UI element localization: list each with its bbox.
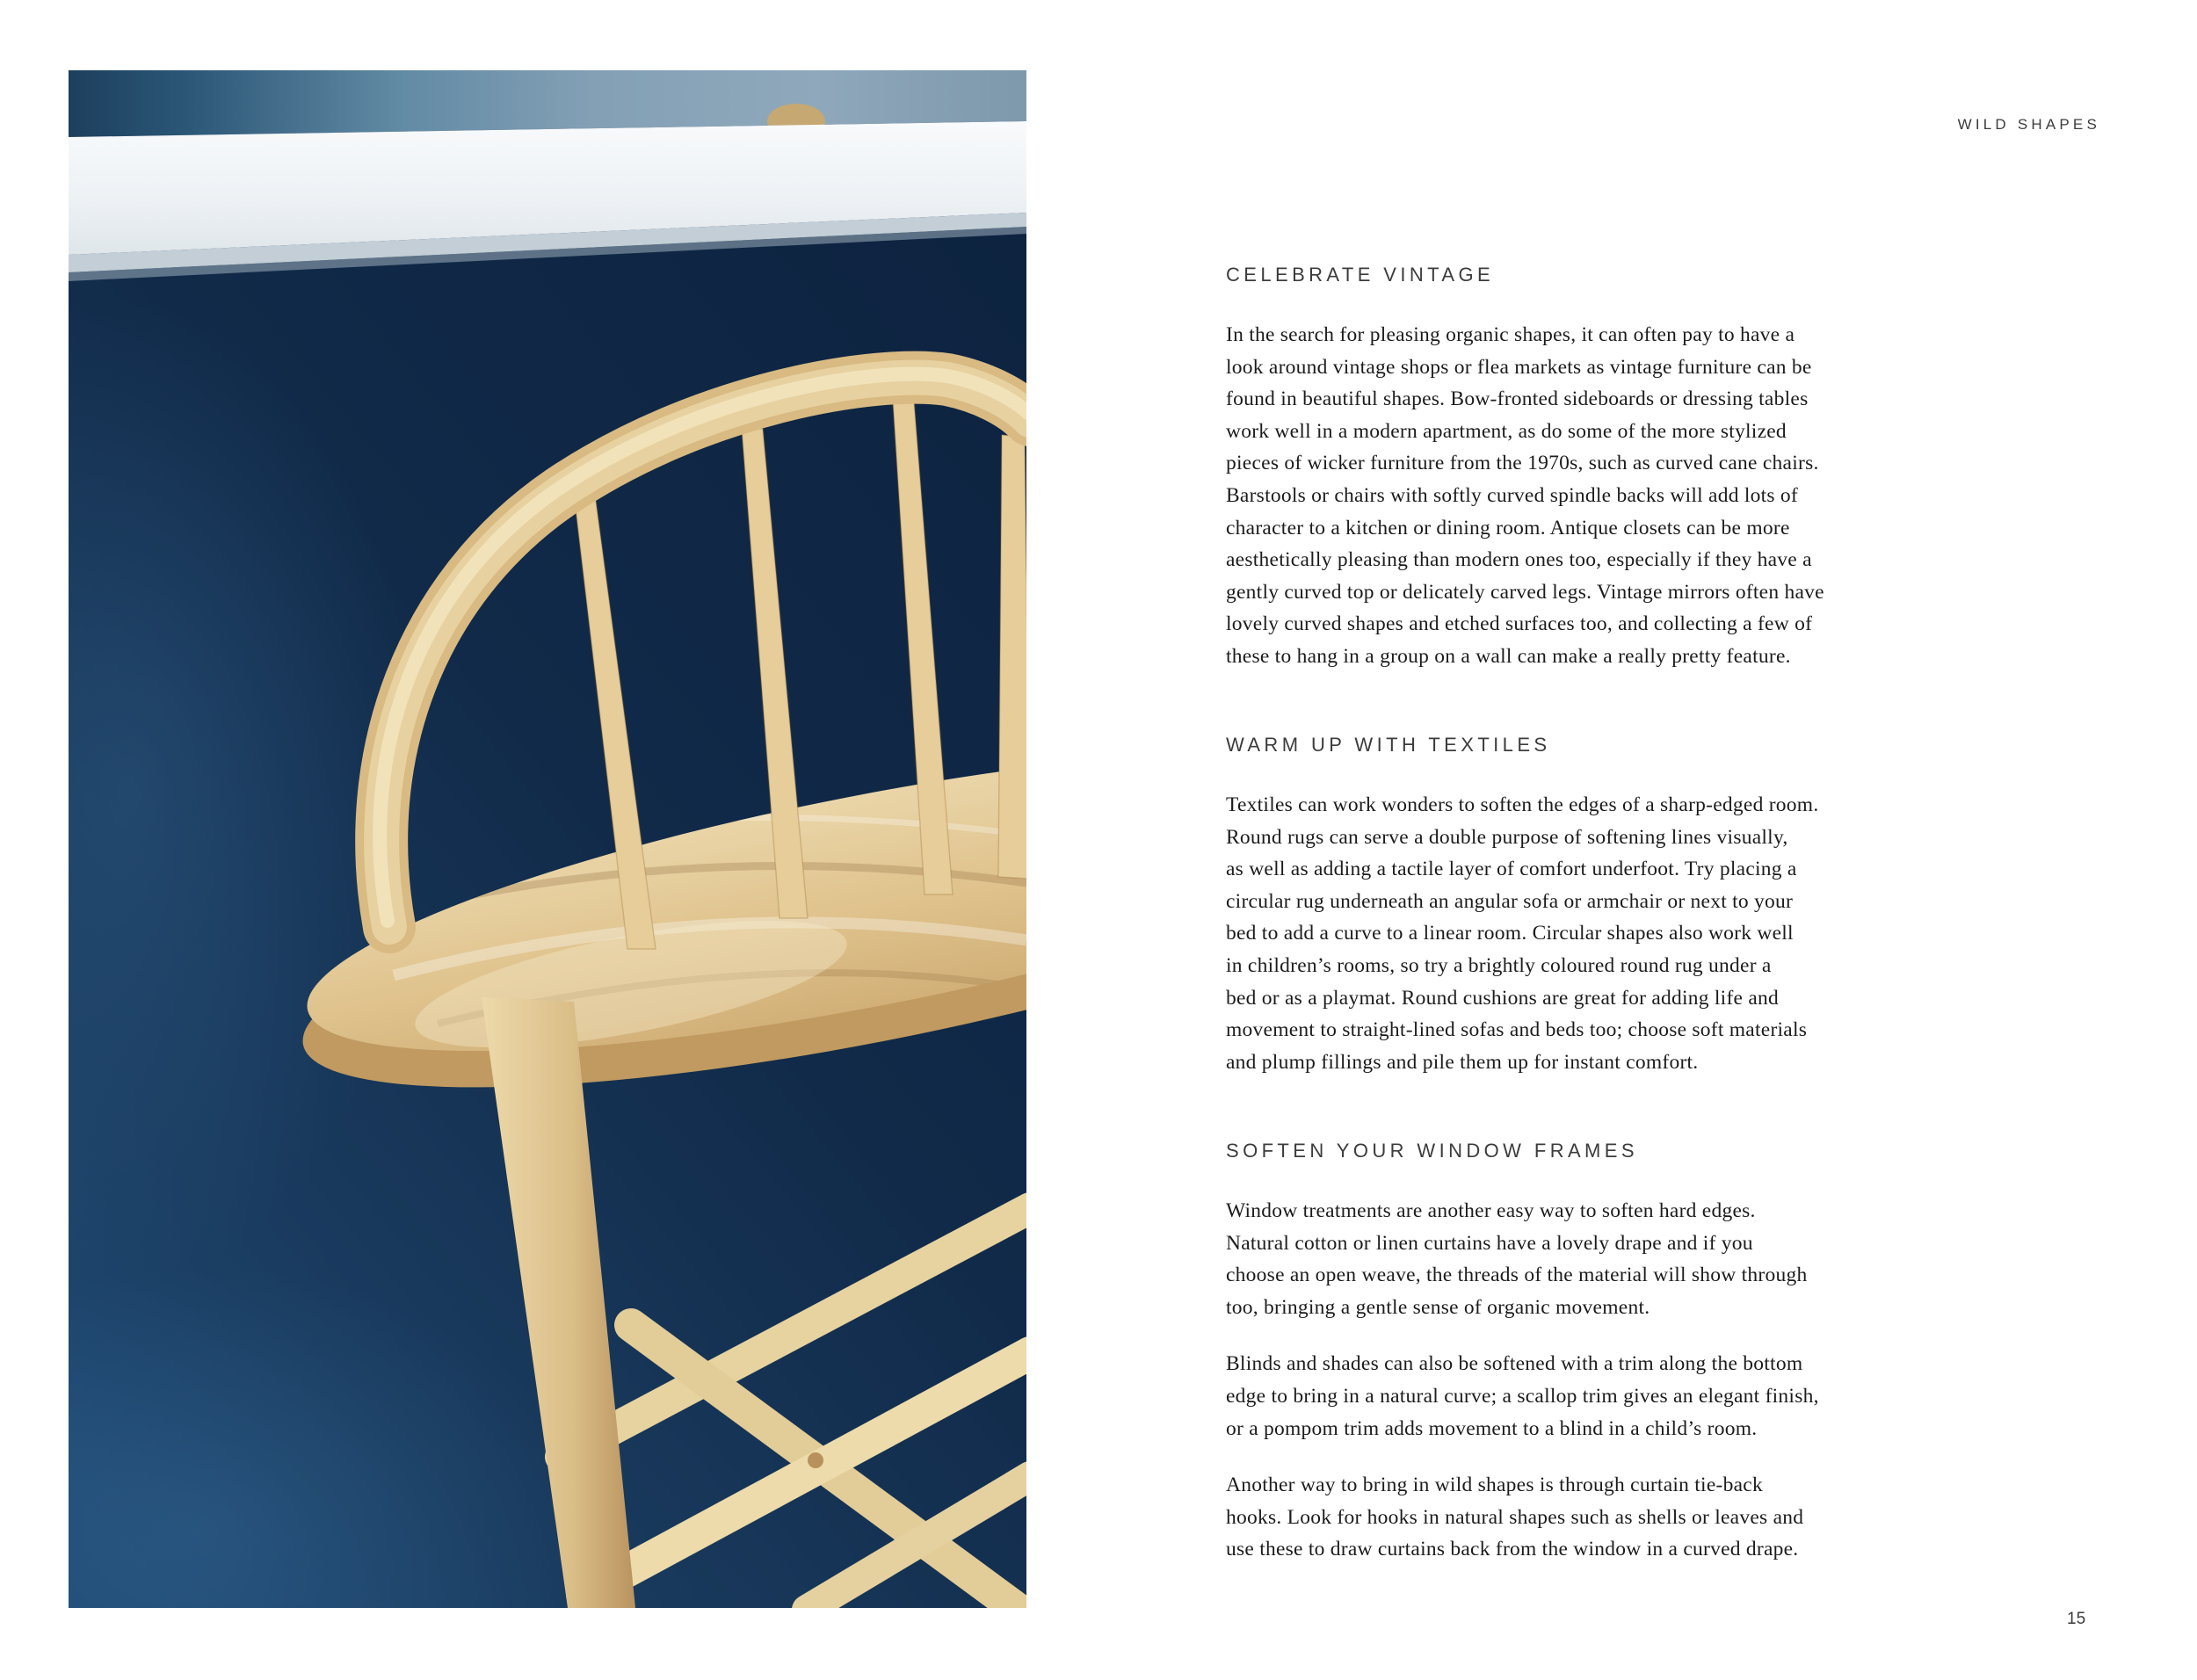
section-celebrate-vintage xyxy=(1226,264,1964,698)
chair-photo xyxy=(69,70,1026,1608)
section-soften-your-window-frames xyxy=(1226,1140,1964,1590)
section-paragraph: Textiles can work wonders to soften the edges of a sharp-edged room. Round rugs can serve a double purpose of softening lines visually, as well as adding a tactile layer of comfort underfoot. Try placing a circular rug underneath an angular sofa or armchair or next to your bed to add a curve to a linear room. Circular shapes also work well in children’s rooms, so try a brightly coloured round rug under a bed or as a playmat. Round cushions are great for adding life and movement to straight-lined sofas and beds too; choose soft materials and plump fillings and pile them up for instant comfort. xyxy=(1226,793,1819,1074)
page-number: 15 xyxy=(2067,1610,2086,1628)
stretcher-peg xyxy=(808,1452,823,1468)
section-paragraph: Window treatments are another easy way to soften hard edges. Natural cotton or linen curtains have a lovely drape and if you choose an open weave, the threads of the material will show through too, bringing a gentle sense of organic movement. xyxy=(1226,1199,1808,1319)
section-paragraph: Blinds and shades can also be softened with a trim along the bottom edge to bring in a natural curve; a scallop trim gives an elegant finish, or a pompom trim adds movement to a blind in a child’s room. xyxy=(1226,1352,1819,1440)
section-paragraph: In the search for pleasing organic shapes, it can often pay to have a look around vintage shops or flea markets as vintage furniture can be found in beautiful shapes. Bow-fronted sideboards or dressing tables work well in a modern apartment, as do some of the more stylized pieces of wicker furniture from the 1970s, such as curved cane chairs. Barstools or chairs with softly curved spindle backs will add lots of character to a kitchen or dining room. Antique closets can be more aesthetically pleasing than modern ones too, especially if they have a gently curved top or delicately carved legs. Vintage mirrors often have lovely curved shapes and etched surfaces too, and collecting a few of these to hang in a group on a wall can make a really pretty feature. xyxy=(1226,323,1824,668)
section-heading: SOFTEN YOUR WINDOW FRAMES xyxy=(1226,1140,1638,1162)
spindle-4 xyxy=(998,435,1026,879)
section-heading: WARM UP WITH TEXTILES xyxy=(1226,734,1551,756)
section-heading: CELEBRATE VINTAGE xyxy=(1226,264,1495,286)
running-header: WILD SHAPES xyxy=(1957,116,2100,133)
section-warm-up-with-textiles xyxy=(1226,734,1964,1103)
section-paragraph: Another way to bring in wild shapes is through curtain tie-back hooks. Look for hooks in natural shapes such as shells or leaves and use these to draw curtains back from the window in a curved drape. xyxy=(1226,1474,1804,1561)
